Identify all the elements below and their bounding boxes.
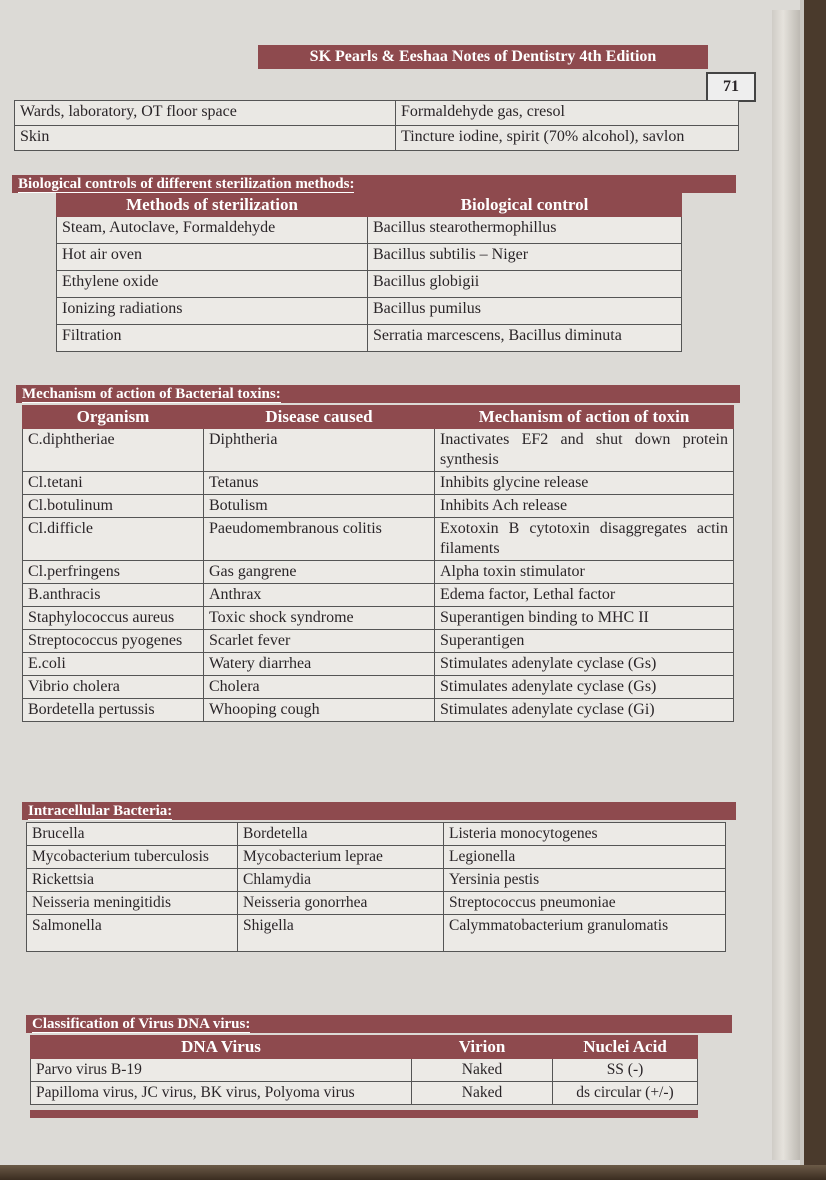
- page-edge: [772, 10, 800, 1160]
- table-row: [27, 892, 726, 915]
- table-row: [57, 298, 682, 325]
- bacterial-toxins-table: [22, 405, 734, 722]
- column-header: Organism: [23, 406, 204, 429]
- table-cell: Stimulates adenylate cyclase (Gs): [435, 653, 734, 676]
- section-title-text: Mechanism of action of Bacterial toxins:: [22, 386, 281, 402]
- dna-virus-table: [30, 1035, 698, 1105]
- table-cell: Legionella: [444, 846, 726, 869]
- table-cell: Cl.difficle: [23, 518, 204, 561]
- table-cell: Listeria monocytogenes: [444, 823, 726, 846]
- table-cell: Rickettsia: [27, 869, 238, 892]
- page-number: 71: [706, 72, 756, 102]
- table-cell: Calymmatobacterium granulomatis: [444, 915, 726, 952]
- table-cell: Cholera: [204, 676, 435, 699]
- table-cell: Tincture iodine, spirit (70% alcohol), savlon: [396, 126, 739, 151]
- section-title-biological: [12, 175, 736, 193]
- table-row: [23, 676, 734, 699]
- biological-controls-table: [56, 193, 682, 352]
- table-cell: Bacillus stearothermophillus: [368, 217, 682, 244]
- page-header-title: SK Pearls & Eeshaa Notes of Dentistry 4th Edition: [258, 45, 708, 69]
- table-cell: Bordetella pertussis: [23, 699, 204, 722]
- section-title-text: Classification of Virus DNA virus:: [32, 1016, 251, 1032]
- table-cell: Exotoxin B cytotoxin disaggregates actin filaments: [435, 518, 734, 561]
- table-row: [31, 1059, 698, 1082]
- table-cell: Stimulates adenylate cyclase (Gs): [435, 676, 734, 699]
- table-row: [15, 126, 739, 151]
- table-cell: Skin: [15, 126, 396, 151]
- table-cell: ds circular (+/-): [553, 1082, 698, 1105]
- table-cell: Parvo virus B-19: [31, 1059, 412, 1082]
- table-cell: Serratia marcescens, Bacillus diminuta: [368, 325, 682, 352]
- table-cell: Yersinia pestis: [444, 869, 726, 892]
- table-cell: Ethylene oxide: [57, 271, 368, 298]
- table-row: [15, 101, 739, 126]
- table-cell: Bacillus globigii: [368, 271, 682, 298]
- table-cell: Cl.botulinum: [23, 495, 204, 518]
- table-cell: Chlamydia: [238, 869, 444, 892]
- table-row: [57, 217, 682, 244]
- table-cell: Bordetella: [238, 823, 444, 846]
- table-cell: E.coli: [23, 653, 204, 676]
- intracellular-bacteria-table: [26, 822, 726, 952]
- table-cell: Inhibits Ach release: [435, 495, 734, 518]
- table-cell: Formaldehyde gas, cresol: [396, 101, 739, 126]
- table-cell: Neisseria gonorrhea: [238, 892, 444, 915]
- table-cell: Ionizing radiations: [57, 298, 368, 325]
- column-header: Virion: [412, 1036, 553, 1059]
- table-cell: Edema factor, Lethal factor: [435, 584, 734, 607]
- table-cell: Steam, Autoclave, Formaldehyde: [57, 217, 368, 244]
- table-cell: Bacillus subtilis – Niger: [368, 244, 682, 271]
- table-row: [27, 846, 726, 869]
- table-cell: Anthrax: [204, 584, 435, 607]
- column-header: Nuclei Acid: [553, 1036, 698, 1059]
- column-header: Biological control: [368, 194, 682, 217]
- table-cell: Superantigen binding to MHC II: [435, 607, 734, 630]
- table-cell: Tetanus: [204, 472, 435, 495]
- page-shadow: [0, 1165, 826, 1180]
- table-row: [23, 518, 734, 561]
- table-row: [27, 823, 726, 846]
- table-row: [23, 495, 734, 518]
- table-row: [23, 584, 734, 607]
- table-cell: Shigella: [238, 915, 444, 952]
- table-header-row: [31, 1036, 698, 1059]
- table-header-row: [23, 406, 734, 429]
- column-header: Mechanism of action of toxin: [435, 406, 734, 429]
- disinfection-table: [14, 100, 739, 151]
- table-cell: Mycobacterium tuberculosis: [27, 846, 238, 869]
- table-cell: Watery diarrhea: [204, 653, 435, 676]
- table-row: [57, 271, 682, 298]
- table-cell: Scarlet fever: [204, 630, 435, 653]
- table-cell: Cl.tetani: [23, 472, 204, 495]
- table-row: [23, 607, 734, 630]
- table-cell: Papilloma virus, JC virus, BK virus, Polyoma virus: [31, 1082, 412, 1105]
- column-header: Disease caused: [204, 406, 435, 429]
- table-cell: Toxic shock syndrome: [204, 607, 435, 630]
- table-cell: Diphtheria: [204, 429, 435, 472]
- table-cell: Neisseria meningitidis: [27, 892, 238, 915]
- table-cell: Streptococcus pneumoniae: [444, 892, 726, 915]
- table-row: [31, 1082, 698, 1105]
- table-cell: Paeudomembranous colitis: [204, 518, 435, 561]
- section-title-intracellular: [22, 802, 736, 820]
- table-row: [23, 429, 734, 472]
- table-footer-bar: [30, 1110, 698, 1118]
- table-row: [23, 630, 734, 653]
- table-cell: Salmonella: [27, 915, 238, 952]
- section-title-virus: [26, 1015, 732, 1033]
- table-row: [23, 653, 734, 676]
- table-cell: Staphylococcus aureus: [23, 607, 204, 630]
- table-cell: Bacillus pumilus: [368, 298, 682, 325]
- table-cell: Alpha toxin stimulator: [435, 561, 734, 584]
- table-cell: C.diphtheriae: [23, 429, 204, 472]
- section-title-text: Biological controls of different sterilization methods:: [18, 176, 355, 192]
- table-cell: Wards, laboratory, OT floor space: [15, 101, 396, 126]
- table-cell: B.anthracis: [23, 584, 204, 607]
- table-row: [27, 915, 726, 952]
- column-header: Methods of sterilization: [57, 194, 368, 217]
- table-cell: Naked: [412, 1082, 553, 1105]
- table-cell: Streptococcus pyogenes: [23, 630, 204, 653]
- table-row: [57, 244, 682, 271]
- section-title-text: Intracellular Bacteria:: [28, 803, 173, 819]
- table-cell: Stimulates adenylate cyclase (Gi): [435, 699, 734, 722]
- table-row: [23, 561, 734, 584]
- table-cell: Botulism: [204, 495, 435, 518]
- table-cell: SS (-): [553, 1059, 698, 1082]
- column-header: DNA Virus: [31, 1036, 412, 1059]
- table-cell: Hot air oven: [57, 244, 368, 271]
- section-title-mechanism: [16, 385, 740, 403]
- table-cell: Whooping cough: [204, 699, 435, 722]
- table-cell: Gas gangrene: [204, 561, 435, 584]
- table-cell: Superantigen: [435, 630, 734, 653]
- table-cell: Brucella: [27, 823, 238, 846]
- table-cell: Mycobacterium leprae: [238, 846, 444, 869]
- table-cell: Naked: [412, 1059, 553, 1082]
- table-row: [23, 699, 734, 722]
- table-row: [57, 325, 682, 352]
- table-cell: Vibrio cholera: [23, 676, 204, 699]
- table-header-row: [57, 194, 682, 217]
- table-cell: Filtration: [57, 325, 368, 352]
- table-row: [23, 472, 734, 495]
- table-cell: Inactivates EF2 and shut down protein synthesis: [435, 429, 734, 472]
- table-cell: Inhibits glycine release: [435, 472, 734, 495]
- table-row: [27, 869, 726, 892]
- table-cell: Cl.perfringens: [23, 561, 204, 584]
